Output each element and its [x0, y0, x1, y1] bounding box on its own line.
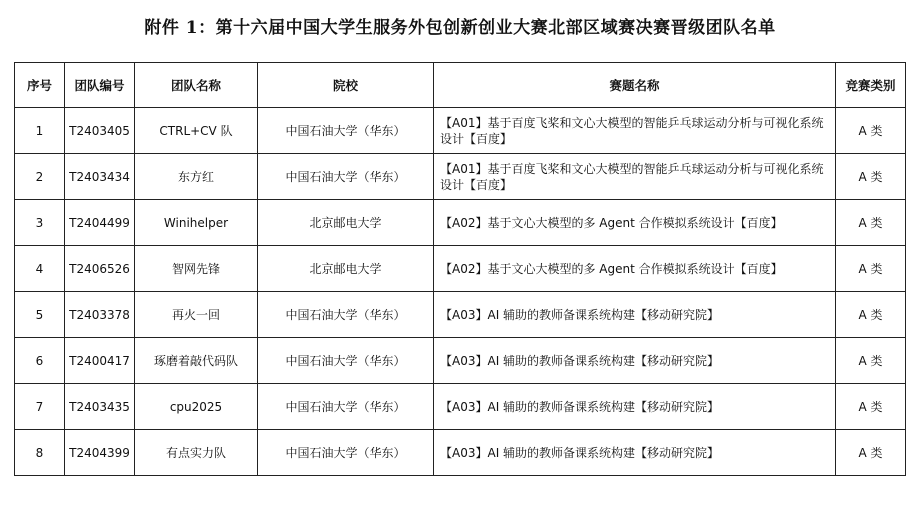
cell-school: 中国石油大学（华东） [258, 338, 434, 384]
cell-category: A 类 [836, 246, 906, 292]
table-row [15, 154, 906, 200]
cell-school: 中国石油大学（华东） [258, 154, 434, 200]
cell-team-id: T2403378 [65, 292, 135, 338]
cell-category: A 类 [836, 200, 906, 246]
cell-topic: 【A03】AI 辅助的教师备课系统构建【移动研究院】 [434, 338, 836, 384]
cell-no: 6 [15, 338, 65, 384]
header-topic: 赛题名称 [434, 63, 836, 108]
cell-team-name: 智网先锋 [135, 246, 258, 292]
cell-school: 中国石油大学（华东） [258, 108, 434, 154]
table-row [15, 108, 906, 154]
header-category: 竞赛类别 [836, 63, 906, 108]
cell-topic: 【A02】基于文心大模型的多 Agent 合作模拟系统设计【百度】 [434, 200, 836, 246]
cell-topic: 【A01】基于百度飞桨和文心大模型的智能乒乓球运动分析与可视化系统设计【百度】 [434, 108, 836, 154]
table-header-row [15, 63, 906, 108]
cell-topic: 【A01】基于百度飞桨和文心大模型的智能乒乓球运动分析与可视化系统设计【百度】 [434, 154, 836, 200]
table-row [15, 246, 906, 292]
cell-category: A 类 [836, 154, 906, 200]
cell-no: 2 [15, 154, 65, 200]
cell-team-name: 东方红 [135, 154, 258, 200]
cell-team-name: 琢磨着敲代码队 [135, 338, 258, 384]
cell-team-id: T2404399 [65, 430, 135, 476]
cell-school: 中国石油大学（华东） [258, 292, 434, 338]
cell-no: 1 [15, 108, 65, 154]
table-row [15, 384, 906, 430]
header-team-name: 团队名称 [135, 63, 258, 108]
table-row [15, 430, 906, 476]
cell-team-id: T2403405 [65, 108, 135, 154]
cell-category: A 类 [836, 338, 906, 384]
cell-no: 3 [15, 200, 65, 246]
table-row [15, 292, 906, 338]
cell-category: A 类 [836, 430, 906, 476]
cell-topic: 【A02】基于文心大模型的多 Agent 合作模拟系统设计【百度】 [434, 246, 836, 292]
cell-team-id: T2400417 [65, 338, 135, 384]
cell-team-name: 有点实力队 [135, 430, 258, 476]
cell-topic: 【A03】AI 辅助的教师备课系统构建【移动研究院】 [434, 430, 836, 476]
cell-no: 4 [15, 246, 65, 292]
cell-school: 中国石油大学（华东） [258, 384, 434, 430]
finalist-table [14, 62, 906, 476]
cell-category: A 类 [836, 384, 906, 430]
cell-team-name: Winihelper [135, 200, 258, 246]
cell-team-id: T2403434 [65, 154, 135, 200]
cell-team-id: T2406526 [65, 246, 135, 292]
header-school: 院校 [258, 63, 434, 108]
cell-team-name: 再火一回 [135, 292, 258, 338]
cell-team-name: CTRL+CV 队 [135, 108, 258, 154]
cell-no: 7 [15, 384, 65, 430]
header-team-id: 团队编号 [65, 63, 135, 108]
cell-category: A 类 [836, 292, 906, 338]
cell-category: A 类 [836, 108, 906, 154]
page-title: 附件 1：第十六届中国大学生服务外包创新创业大赛北部区域赛决赛晋级团队名单 [144, 18, 776, 38]
table-row [15, 200, 906, 246]
cell-topic: 【A03】AI 辅助的教师备课系统构建【移动研究院】 [434, 384, 836, 430]
cell-team-id: T2404499 [65, 200, 135, 246]
cell-school: 北京邮电大学 [258, 200, 434, 246]
cell-no: 8 [15, 430, 65, 476]
cell-team-id: T2403435 [65, 384, 135, 430]
header-no: 序号 [15, 63, 65, 108]
cell-topic: 【A03】AI 辅助的教师备课系统构建【移动研究院】 [434, 292, 836, 338]
cell-school: 中国石油大学（华东） [258, 430, 434, 476]
cell-team-name: cpu2025 [135, 384, 258, 430]
table-row [15, 338, 906, 384]
cell-no: 5 [15, 292, 65, 338]
cell-school: 北京邮电大学 [258, 246, 434, 292]
